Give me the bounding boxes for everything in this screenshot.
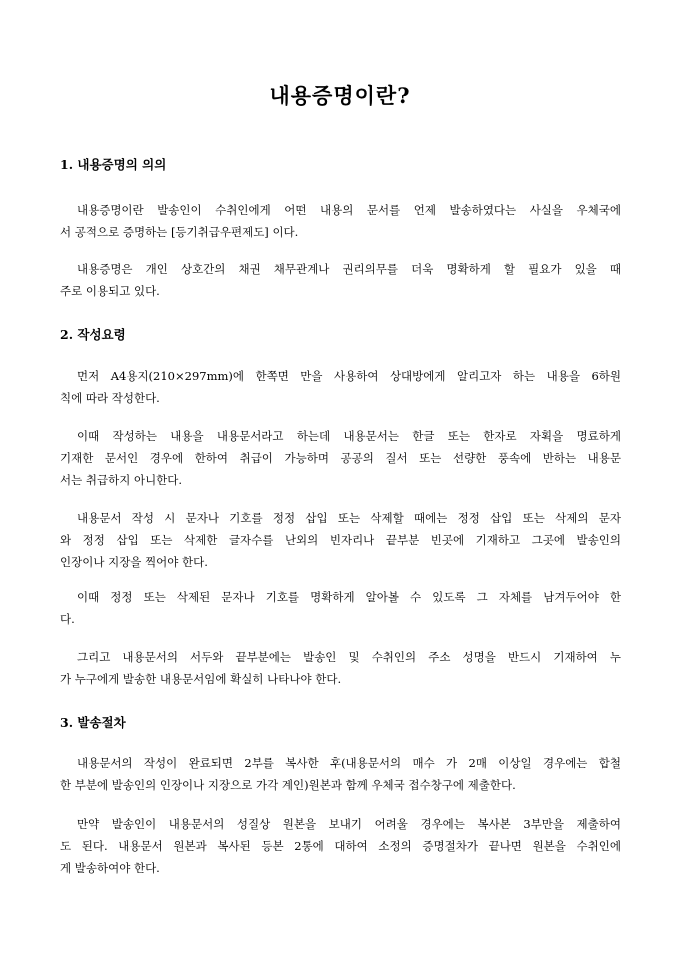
paragraph-line: 이때 작성하는 내용을 내용문서라고 하는데 내용문서는 한글 또는 한자로 자획을 명료하게	[77, 429, 621, 443]
paragraph-line: 게 발송하여야 한다.	[60, 861, 160, 875]
paragraph-line: 이때 정정 또는 삭제된 문자나 기호를 명확하게 알아볼 수 있도록 그 자체를 남겨두어야 한	[77, 590, 621, 604]
paragraph-line: 다.	[60, 612, 75, 626]
section-heading-3: 3. 발송절차	[60, 715, 126, 730]
paragraph	[60, 425, 621, 491]
paragraph-line: 만약 발송인이 내용문서의 성질상 원본을 보내기 어려울 경우에는 복사본 3부만을 제출하여	[77, 817, 621, 831]
paragraph	[60, 199, 621, 243]
paragraph-line: 그리고 내용문서의 서두와 끝부분에는 발송인 및 수취인의 주소 성명을 반드시 기재하여 누	[77, 650, 621, 664]
paragraph-line: 도 된다. 내용문서 원본과 복사된 등본 2통에 대하여 소정의 증명절차가 끝나면 원본을 수취인에	[60, 839, 621, 853]
paragraph-line: 와 정정 삽입 또는 삭제한 글자수를 난외의 빈자리나 끝부분 빈곳에 기재하고 그곳에 발송인의	[60, 533, 621, 547]
paragraph-line: 주로 이용되고 있다.	[60, 284, 160, 298]
section-heading-1: 1. 내용증명의 의의	[60, 157, 167, 172]
paragraph	[60, 258, 621, 302]
paragraph-line: 먼저 A4용지(210×297mm)에 한쪽면 만을 사용하여 상대방에게 알리고자 하는 내용을 6하원	[77, 369, 621, 383]
paragraph-line: 인장이나 지장을 찍어야 한다.	[60, 555, 208, 569]
paragraph	[60, 752, 621, 796]
paragraph-line: 내용문서 작성 시 문자나 기호를 정정 삽입 또는 삭제할 때에는 정정 삽입 또는 삭제의 문자	[77, 511, 621, 525]
paragraph-line: 기재한 문서인 경우에 한하여 취급이 가능하며 공공의 질서 또는 선량한 풍속에 반하는 내용문	[60, 451, 621, 465]
paragraph	[60, 507, 621, 573]
document-title: 내용증명이란?	[269, 83, 411, 108]
paragraph-line: 내용증명이란 발송인이 수취인에게 어떤 내용의 문서를 언제 발송하였다는 사실을 우체국에	[77, 203, 621, 217]
paragraph	[60, 813, 621, 879]
paragraph	[60, 365, 621, 409]
paragraph-line: 서는 취급하지 아니한다.	[60, 473, 183, 487]
paragraph-line: 가 누구에게 발송한 내용문서임에 확실히 나타나야 한다.	[60, 672, 342, 686]
paragraph-line: 서 공적으로 증명하는 [등기취급우편제도] 이다.	[60, 225, 299, 239]
paragraph-line: 내용문서의 작성이 완료되면 2부를 복사한 후(내용문서의 매수 가 2매 이상일 경우에는 합철	[77, 756, 621, 770]
paragraph	[60, 586, 621, 630]
paragraph	[60, 646, 621, 690]
paragraph-line: 내용증명은 개인 상호간의 채권 채무관계나 권리의무를 더욱 명확하게 할 필요가 있을 때	[77, 262, 621, 276]
section-heading-2: 2. 작성요령	[60, 327, 126, 342]
paragraph-line: 칙에 따라 작성한다.	[60, 391, 160, 405]
paragraph-line: 한 부분에 발송인의 인장이나 지장으로 가각 계인)원본과 함께 우체국 접수창구에 제출한다.	[60, 778, 516, 792]
